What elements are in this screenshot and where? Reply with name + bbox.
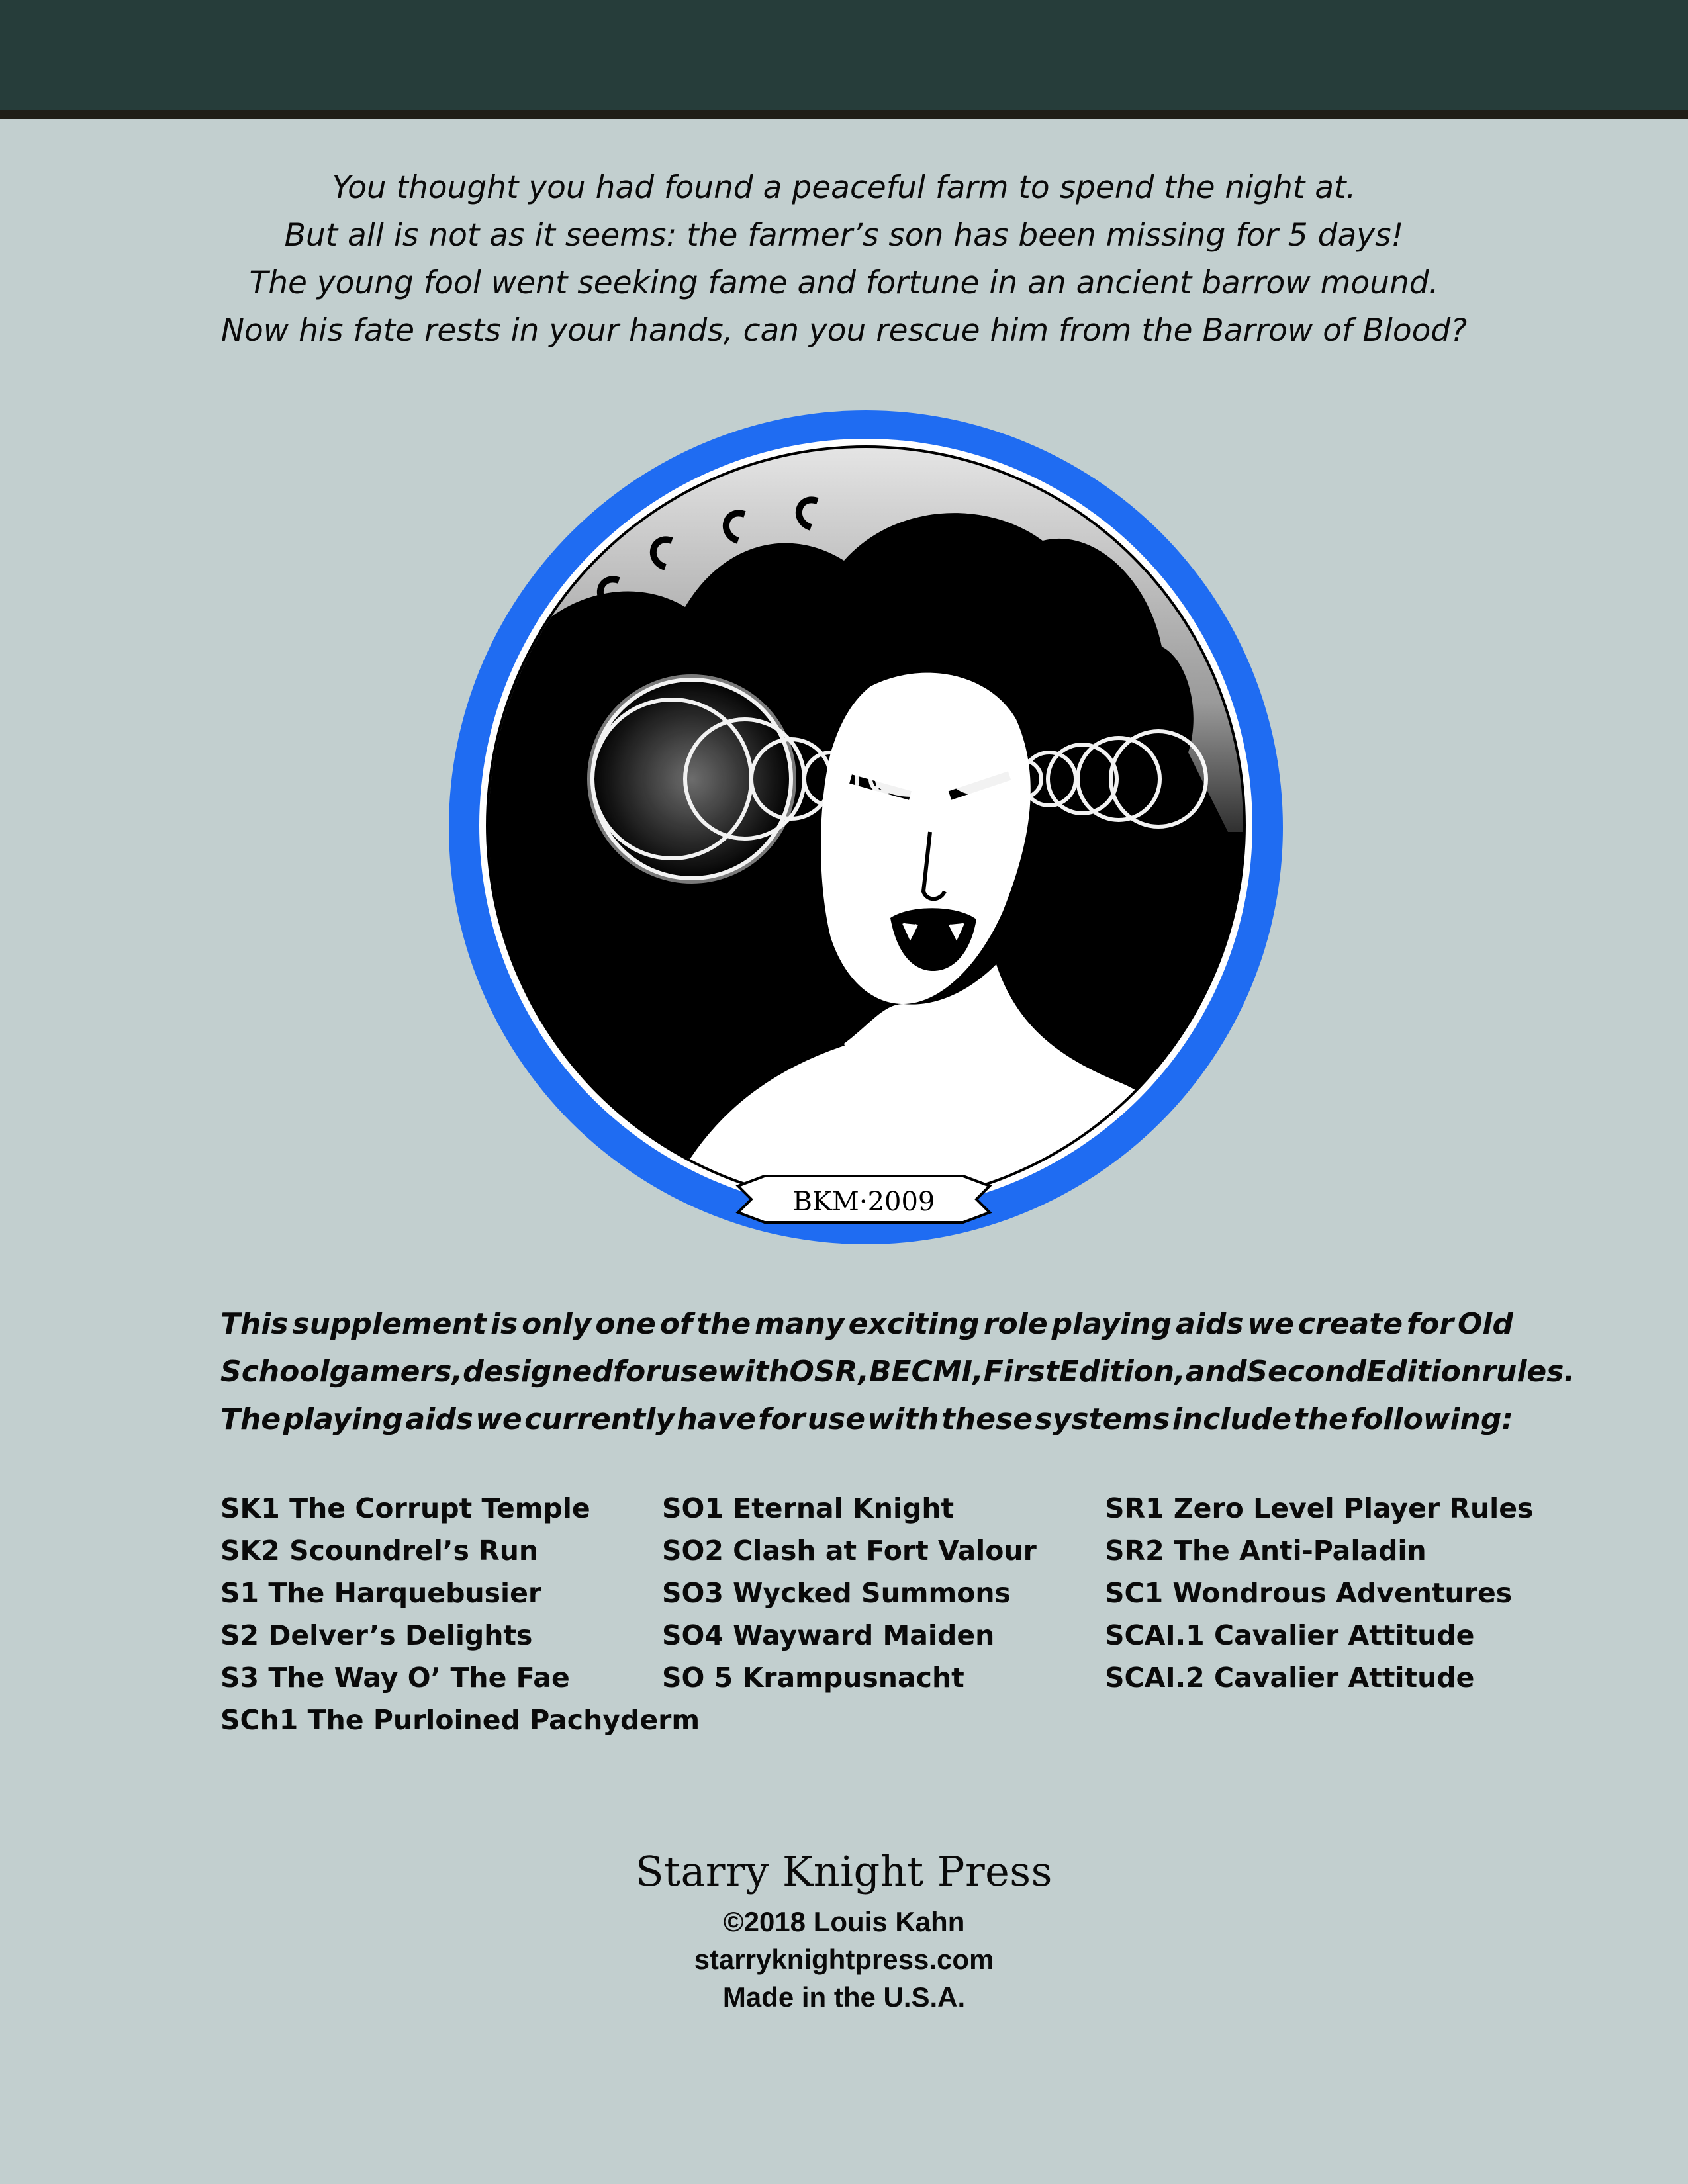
copyright: ©2018 Louis Kahn	[723, 1906, 965, 1937]
supplement-word: Second	[1246, 1355, 1366, 1388]
tagline	[0, 164, 1688, 355]
supplement-word: currently	[524, 1402, 675, 1436]
footer-info	[0, 1903, 1688, 2016]
supplement-word: role	[983, 1307, 1048, 1341]
top-bar	[0, 0, 1688, 110]
product-item: SCAI.1 Cavalier Attitude	[1105, 1619, 1475, 1651]
supplement-word: designed	[463, 1355, 613, 1388]
product-item: SO 5 Krampusnacht	[662, 1662, 964, 1694]
supplement-word: we	[1247, 1307, 1294, 1341]
supplement-word: playing	[283, 1402, 404, 1436]
supplement-word: include	[1172, 1402, 1292, 1436]
supplement-word: supplement	[292, 1307, 487, 1341]
supplement-word: these	[941, 1402, 1033, 1436]
supplement-word: we	[475, 1402, 522, 1436]
supplement-word: Old	[1458, 1307, 1513, 1341]
supplement-line	[220, 1300, 1513, 1348]
product-item: SO1 Eternal Knight	[662, 1492, 955, 1524]
supplement-word: OSR,	[789, 1355, 869, 1388]
product-column-3	[1105, 1487, 1533, 1699]
supplement-word: one	[595, 1307, 656, 1341]
supplement-word: Edition	[1366, 1355, 1482, 1388]
product-item: SCAI.2 Cavalier Attitude	[1105, 1662, 1475, 1694]
supplement-word: following:	[1350, 1402, 1513, 1436]
product-column-2	[662, 1487, 1037, 1699]
supplement-paragraph	[220, 1300, 1575, 1443]
supplement-word: is	[490, 1307, 518, 1341]
product-item: SR1 Zero Level Player Rules	[1105, 1492, 1534, 1524]
product-item: SO2 Clash at Fort Valour	[662, 1535, 1037, 1567]
supplement-word: many	[755, 1307, 845, 1341]
supplement-word: only	[522, 1307, 592, 1341]
supplement-word: The	[220, 1402, 281, 1436]
supplement-line	[220, 1348, 1575, 1396]
supplement-word: BECMI,	[868, 1355, 984, 1388]
supplement-word: use	[807, 1402, 866, 1436]
publisher-name: Starry Knight Press	[635, 1847, 1053, 1895]
tagline-line: But all is not as it seems: the farmer’s son has been missing for 5 days!	[284, 217, 1404, 253]
supplement-line	[220, 1396, 1513, 1443]
supplement-word: use	[659, 1355, 718, 1388]
top-bar-divider	[0, 110, 1688, 119]
supplement-word: with	[867, 1402, 939, 1436]
supplement-word: the	[696, 1307, 751, 1341]
supplement-word: gamers,	[329, 1355, 463, 1388]
supplement-word: Edition,	[1058, 1355, 1186, 1388]
product-item: SO3 Wycked Summons	[662, 1577, 1011, 1609]
supplement-word: create	[1297, 1307, 1403, 1341]
supplement-word: aids	[1176, 1307, 1244, 1341]
supplement-word: have	[677, 1402, 756, 1436]
supplement-word: for	[758, 1402, 806, 1436]
website: starryknightpress.com	[694, 1944, 994, 1975]
cover-illustration	[447, 408, 1285, 1249]
supplement-word: rules.	[1481, 1355, 1575, 1388]
supplement-word: for	[1407, 1307, 1454, 1341]
signature-banner	[738, 1176, 990, 1222]
product-item: SK1 The Corrupt Temple	[220, 1492, 590, 1524]
supplement-word: This	[220, 1307, 289, 1341]
artist-signature: BKM·2009	[792, 1187, 935, 1217]
supplement-word: School	[220, 1355, 330, 1388]
supplement-word: for	[612, 1355, 660, 1388]
supplement-word: First	[983, 1355, 1059, 1388]
product-column-1	[220, 1487, 700, 1741]
supplement-word: playing	[1051, 1307, 1172, 1341]
product-item: SR2 The Anti-Paladin	[1105, 1535, 1427, 1567]
product-item: S1 The Harquebusier	[220, 1577, 542, 1609]
product-item: SK2 Scoundrel’s Run	[220, 1535, 539, 1567]
product-item: SCh1 The Purloined Pachyderm	[220, 1704, 700, 1736]
product-item: SO4 Wayward Maiden	[662, 1619, 995, 1651]
product-item: SC1 Wondrous Adventures	[1105, 1577, 1513, 1609]
supplement-word: and	[1185, 1355, 1247, 1388]
product-item: S3 The Way O’ The Fae	[220, 1662, 570, 1694]
tagline-line: Now his fate rests in your hands, can you rescue him from the Barrow of Blood?	[220, 312, 1468, 349]
tagline-line: The young fool went seeking fame and fortune in an ancient barrow mound.	[249, 265, 1439, 301]
product-item: S2 Delver’s Delights	[220, 1619, 533, 1651]
supplement-word: of	[659, 1307, 693, 1341]
supplement-word: the	[1293, 1402, 1348, 1436]
supplement-word: with	[718, 1355, 790, 1388]
supplement-word: systems	[1035, 1402, 1170, 1436]
supplement-word: aids	[405, 1402, 473, 1436]
origin: Made in the U.S.A.	[722, 1981, 966, 2013]
supplement-word: exciting	[848, 1307, 980, 1341]
tagline-line: You thought you had found a peaceful farm to spend the night at.	[332, 169, 1356, 206]
